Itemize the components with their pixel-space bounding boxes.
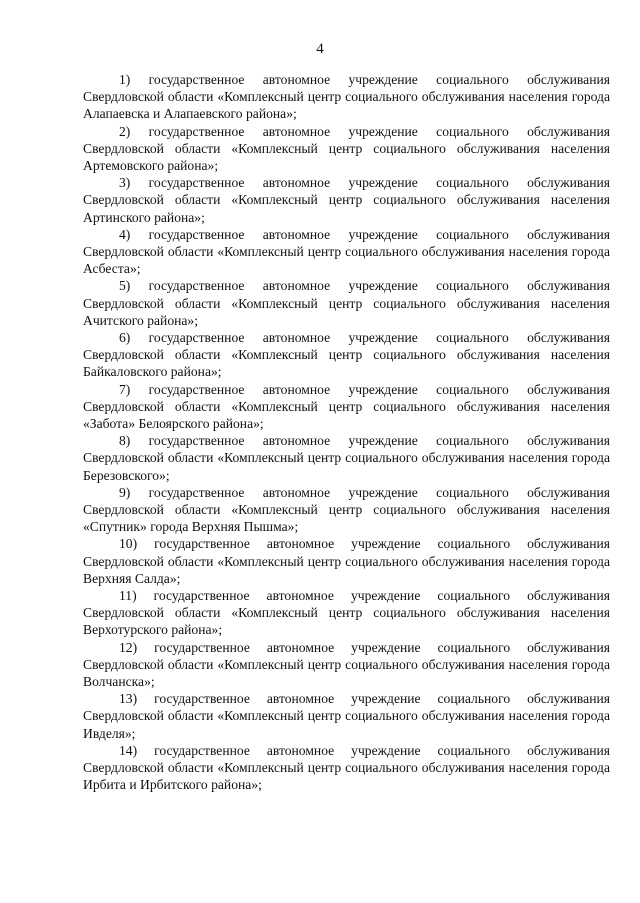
- list-item: 14) государственное автономное учреждение социального обслуживания Свердловской области «Комплексный центр социального обслуживания населения города Ирбита и Ирбитского района»;: [83, 742, 610, 793]
- list-item: 13) государственное автономное учреждение социального обслуживания Свердловской области «Комплексный центр социального обслуживания населения города Ивделя»;: [83, 691, 610, 741]
- list-item: 12) государственное автономное учреждение социального обслуживания Свердловской области «Комплексный центр социального обслуживания населения города Волчанска»;: [83, 639, 610, 689]
- list-item: 5) государственное автономное учреждение социального обслуживания Свердловской области «Комплексный центр социального обслуживания населения Ачитского района»;: [83, 278, 610, 328]
- list-item: 10) государственное автономное учреждение социального обслуживания Свердловской области «Комплексный центр социального обслуживания населения города Верхняя Салда»;: [83, 536, 610, 586]
- list-item: 7) государственное автономное учреждение социального обслуживания Свердловской области «Комплексный центр социального обслуживания населения «Забота» Белоярского района»;: [83, 381, 610, 431]
- list-item: 2) государственное автономное учреждение социального обслуживания Свердловской области «Комплексный центр социального обслуживания населения Артемовского района»;: [83, 123, 610, 173]
- page-number: 4: [316, 41, 324, 57]
- list-item: 8) государственное автономное учреждение социального обслуживания Свердловской области «Комплексный центр социального обслуживания населения города Березовского»;: [83, 433, 610, 483]
- list-item: 1) государственное автономное учреждение социального обслуживания Свердловской области «Комплексный центр социального обслуживания населения города Алапаевска и Алапаевского района»;: [83, 72, 610, 122]
- list-item: 6) государственное автономное учреждение социального обслуживания Свердловской области «Комплексный центр социального обслуживания населения Байкаловского района»;: [83, 329, 610, 380]
- list-item: 4) государственное автономное учреждение социального обслуживания Свердловской области «Комплексный центр социального обслуживания населения города Асбеста»;: [83, 226, 610, 277]
- list-item: 9) государственное автономное учреждение социального обслуживания Свердловской области «Комплексный центр социального обслуживания населения «Спутник» города Верхняя Пышма»;: [83, 484, 610, 535]
- list-item: 3) государственное автономное учреждение социального обслуживания Свердловской области «Комплексный центр социального обслуживания населения Артинского района»;: [83, 175, 610, 225]
- list-item: 11) государственное автономное учреждение социального обслуживания Свердловской области «Комплексный центр социального обслуживания населения Верхотурского района»;: [83, 587, 610, 638]
- institution-list: [83, 71, 610, 793]
